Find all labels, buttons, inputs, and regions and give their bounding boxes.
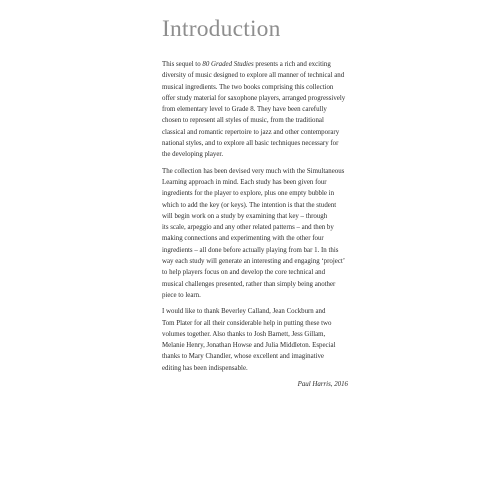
introduction-body [162,59,348,390]
paragraph-line: musical ingredients. The two books comprising this collection [162,83,334,91]
paragraph-line: will begin work on a study by examining that key – through [162,212,328,220]
paragraph-line: from elementary level to Grade 8. They have been carefully [162,106,327,114]
paragraph-line: offer study material for saxophone players, arranged progressively [162,94,346,102]
book-title-italic: 80 Graded Studies [202,61,254,68]
line-text: This sequel to [162,61,203,68]
paragraph-line: diversity of music designed to explore all manner of technical and [162,72,345,80]
paragraph-line: Melanie Henry, Jonathan Howse and Julia Middleton. Especial [162,342,336,350]
paragraph-line: piece to learn. [162,291,201,299]
line-text: presents a rich and exciting [253,61,331,68]
author-signoff: Paul Harris, 2016 [297,381,348,389]
paragraph-line: musical challenges presented, rather than simply being another [162,280,336,288]
paragraph-line: Learning approach in mind. Each study has been given four [162,178,327,186]
paragraph-line: thanks to Mary Chandler, whose excellent and imaginative [162,353,324,361]
paragraph-line: the developing player. [162,151,224,159]
paragraph-line: chosen to represent all styles of music, from the traditional [162,117,324,125]
paragraph-line: volumes together. Also thanks to Josh Barnett, Jess Gillam, [162,330,326,338]
paragraph-line: ingredients – all done before actually playing from bar 1. In this [162,246,339,254]
paragraph-line [162,59,348,70]
paragraph-line: making connections and experimenting with the other four [162,235,324,243]
paragraph-line: I would like to thank Beverley Calland, Jean Cockburn and [162,308,326,316]
paragraph-line: national styles, and to explore all basic techniques necessary for [162,140,339,148]
paragraph-line: editing has been indispensable. [162,364,248,372]
paragraph-line: which to add the key (or keys). The intention is that the student [162,201,337,209]
page-title: Introduction [162,16,281,42]
paragraph-line: The collection has been devised very much with the Simultaneous [162,167,345,175]
paragraph-line: classical and romantic repertoire to jazz and other contemporary [162,128,340,136]
paragraph-line: way each study will generate an interesting and engaging ‘project’ [162,258,346,266]
paragraph-2 [162,166,348,302]
paragraph-line: ingredients for the player to explore, plus one empty bubble in [162,190,335,198]
paragraph-line: Tom Plater for all their considerable help in putting these two [162,319,332,327]
paragraph-line: its scale, arpeggio and any other related patterns – and then by [162,224,334,232]
paragraph-line: to help players focus on and develop the core technical and [162,269,326,277]
paragraph-1 [162,59,348,161]
paragraph-3 [162,306,348,374]
